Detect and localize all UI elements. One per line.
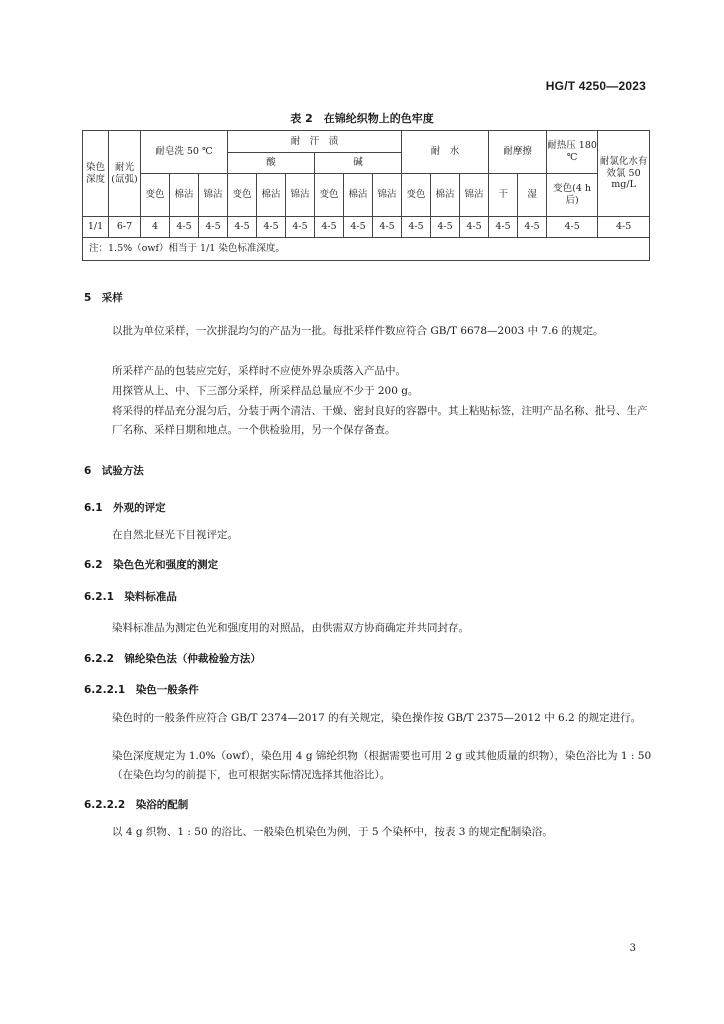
table-cell: 4-5	[228, 217, 257, 238]
table-cell: 4-5	[373, 217, 402, 238]
table-cell: 4-5	[518, 217, 547, 238]
subheader-cell: 锦沾	[286, 174, 315, 217]
color-fastness-table	[82, 130, 650, 261]
subheader-cell: 棉沾	[431, 174, 460, 217]
table-cell: 4-5	[547, 217, 598, 238]
subheader-cell: 棉沾	[257, 174, 286, 217]
subheader-cell: 变色	[402, 174, 431, 217]
table-cell: 1/1	[83, 217, 109, 238]
table-caption: 表 2 在锦纶织物上的色牢度	[290, 112, 434, 125]
subheader-cell: 棉沾	[170, 174, 199, 217]
subheader-cell: 变色	[315, 174, 344, 217]
section-6-2-2-2-title: 6.2.2.2 染浴的配制	[84, 799, 189, 811]
standard-number: HG/T 4250—2023	[545, 79, 646, 93]
section-6-2-2-1-para-1: 染色时的一般条件应符合 GB/T 2374—2017 的有关规定，染色操作按 GB/T 2375—2012 中 6.2 的规定进行。	[112, 712, 642, 724]
header-light: 耐光(氙弧)	[109, 131, 141, 217]
section-6-2-1-para: 染料标准品为测定色光和强度用的对照品，由供需双方协商确定并共同封存。	[112, 622, 469, 634]
table-row	[83, 217, 650, 238]
section-6-1-title: 6.1 外观的评定	[84, 502, 166, 514]
header-alkali: 碱	[315, 153, 402, 174]
subheader-cell: 锦沾	[460, 174, 489, 217]
section-6-2-2-1-title: 6.2.2.1 染色一般条件	[84, 684, 199, 696]
subheader-cell: 湿	[518, 174, 547, 217]
subheader-cell: 干	[489, 174, 518, 217]
section-5-para-2: 所采样产品的包装应完好，采样时不应使外界杂质落入产品中。	[112, 365, 406, 377]
section-5-para-1: 以批为单位采样，一次拼混均匀的产品为一批。每批采样件数应符合 GB/T 6678—2003 中 7.6 的规定。	[112, 325, 604, 337]
section-5-title: 5 采样	[84, 292, 123, 304]
section-6-title: 6 试验方法	[84, 465, 144, 477]
table-cell: 4-5	[199, 217, 228, 238]
header-water: 耐 水	[402, 131, 489, 174]
subheader-cell: 变色	[228, 174, 257, 217]
section-6-2-2-2-para: 以 4 g 织物、1 : 50 的浴比、一般染色机染色为例，于 5 个染杯中，按表 3 的规定配制染浴。	[112, 826, 553, 838]
section-6-2-title: 6.2 染色色光和强度的测定	[84, 559, 219, 571]
header-heat: 耐热压 180 ℃	[547, 131, 598, 174]
page-number: 3	[629, 943, 636, 954]
subheader-cell: 棉沾	[344, 174, 373, 217]
section-5-para-3: 用探管从上、中、下三部分采样，所采样品总量应不少于 200 g。	[112, 385, 419, 397]
subheader-cell: 锦沾	[373, 174, 402, 217]
section-6-2-2-title: 6.2.2 锦纶染色法（仲裁检验方法）	[84, 653, 261, 665]
header-rubbing: 耐摩擦	[489, 131, 547, 174]
table-cell: 4-5	[598, 217, 650, 238]
subheader-cell: 变色	[141, 174, 170, 217]
subheader-cell: 锦沾	[199, 174, 228, 217]
section-6-2-1-title: 6.2.1 染料标准品	[84, 591, 177, 603]
header-acid: 酸	[228, 153, 315, 174]
table-cell: 4-5	[460, 217, 489, 238]
table-cell: 4-5	[402, 217, 431, 238]
section-5-para-4: 将采得的样品充分混匀后，分装于两个清洁、干燥、密封良好的容器中。其上粘贴标签，注明产品名称、批号、生产厂名称、采样日期和地点。一个供检验用，另一个保存备查。	[112, 405, 648, 436]
table-cell: 6-7	[109, 217, 141, 238]
table-cell: 4	[141, 217, 170, 238]
header-depth: 染色深度	[83, 131, 109, 217]
table-cell: 4-5	[170, 217, 199, 238]
header-washing: 耐皂洗 50 ℃	[141, 131, 228, 174]
header-chlorine: 耐氯化水有效氯 50 mg/L	[598, 131, 650, 217]
header-perspiration: 耐 汗 渍	[228, 131, 402, 153]
subheader-cell: 变色(4 h 后)	[547, 174, 598, 217]
table-cell: 4-5	[257, 217, 286, 238]
section-6-2-2-1-para-2: 染色深度规定为 1.0%（owf），染色用 4 g 锦纶织物（根据需要也可用 2 g 或其他质量的织物），染色浴比为 1 : 50（在染色均匀的前提下，也可根据实际情况选择其他浴比）。	[112, 750, 652, 781]
table-cell: 4-5	[286, 217, 315, 238]
table-note: 注：1.5%（owf）相当于 1/1 染色标准深度。	[83, 238, 650, 261]
section-6-1-para: 在自然北昼光下目视评定。	[112, 529, 238, 541]
table-cell: 4-5	[489, 217, 518, 238]
table-cell: 4-5	[344, 217, 373, 238]
table-cell: 4-5	[315, 217, 344, 238]
table-cell: 4-5	[431, 217, 460, 238]
